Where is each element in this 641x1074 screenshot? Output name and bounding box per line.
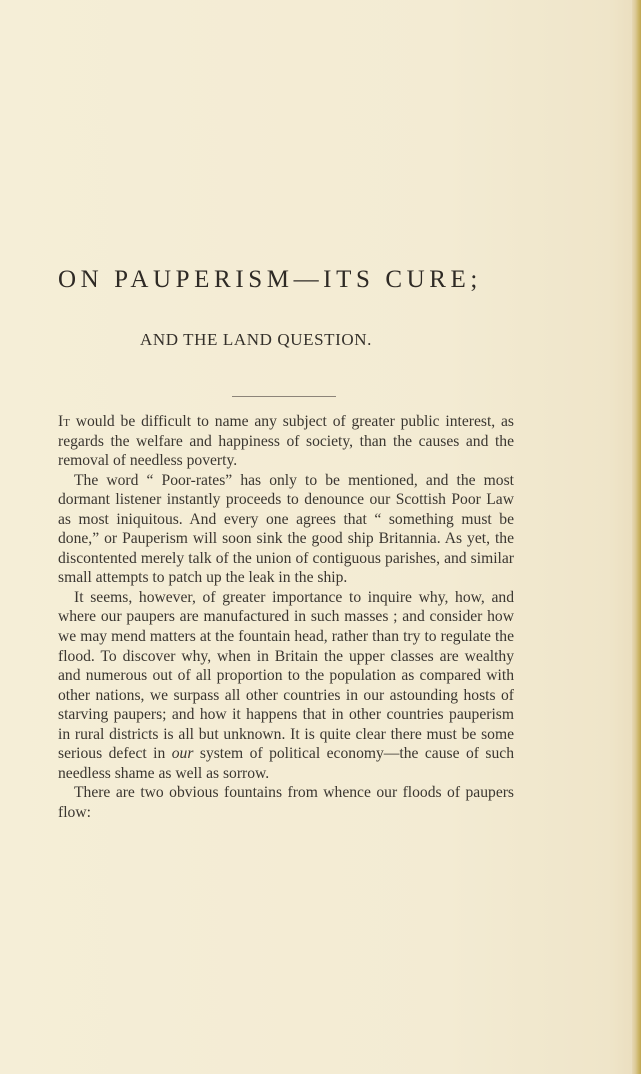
- paragraph-3-emphasis: our: [171, 745, 194, 763]
- paragraph-3-text-before: It seems, however, of greater importance to inquire why, how, and where our paupers are manufactured in such masses ; and consider how we may mend matters at the fountain head, rather than try to regulate the flood. To discover why, when in Britain the upper classes are wealthy and numerous out of all proportion to the population as compared with other nations, we surpass all other countries in our astounding hosts of starving paupers; and how it happens that in other countries pauperism in rural districts is all but unknown. It is quite clear there must be some serious defect in: [58, 588, 514, 763]
- chapter-title: ON PAUPERISM—ITS CURE;: [58, 266, 482, 293]
- chapter-subtitle: AND THE LAND QUESTION.: [140, 330, 372, 349]
- page-edge: [632, 0, 641, 1074]
- paragraph-1: [58, 412, 514, 471]
- paragraph-4: There are two obvious fountains from whence our floods of paupers flow:: [58, 784, 514, 821]
- paragraph-3-text-after: system of political economy—the cause of such needless shame as well as sorrow.: [58, 745, 514, 782]
- body-text: [58, 412, 514, 822]
- paragraph-2: The word “ Poor-rates” has only to be mentioned, and the most dormant listener instantly proceeds to denounce our Scottish Poor Law as most iniquitous. And every one agrees that “ something must be done,” or Pauperism will soon sink the good ship Britannia. As yet, the discontented merely talk of the union of contiguous parishes, and similar small attempts to patch up the leak in the ship.: [58, 471, 514, 587]
- paragraph-1-text: would be difficult to name any subject of greater public interest, as regards the welfare and happiness of society, than the causes and the removal of needless poverty.: [58, 413, 514, 470]
- title-divider: [232, 396, 336, 397]
- paragraph-3: [58, 588, 514, 783]
- paragraph-lead-word: It: [58, 413, 70, 430]
